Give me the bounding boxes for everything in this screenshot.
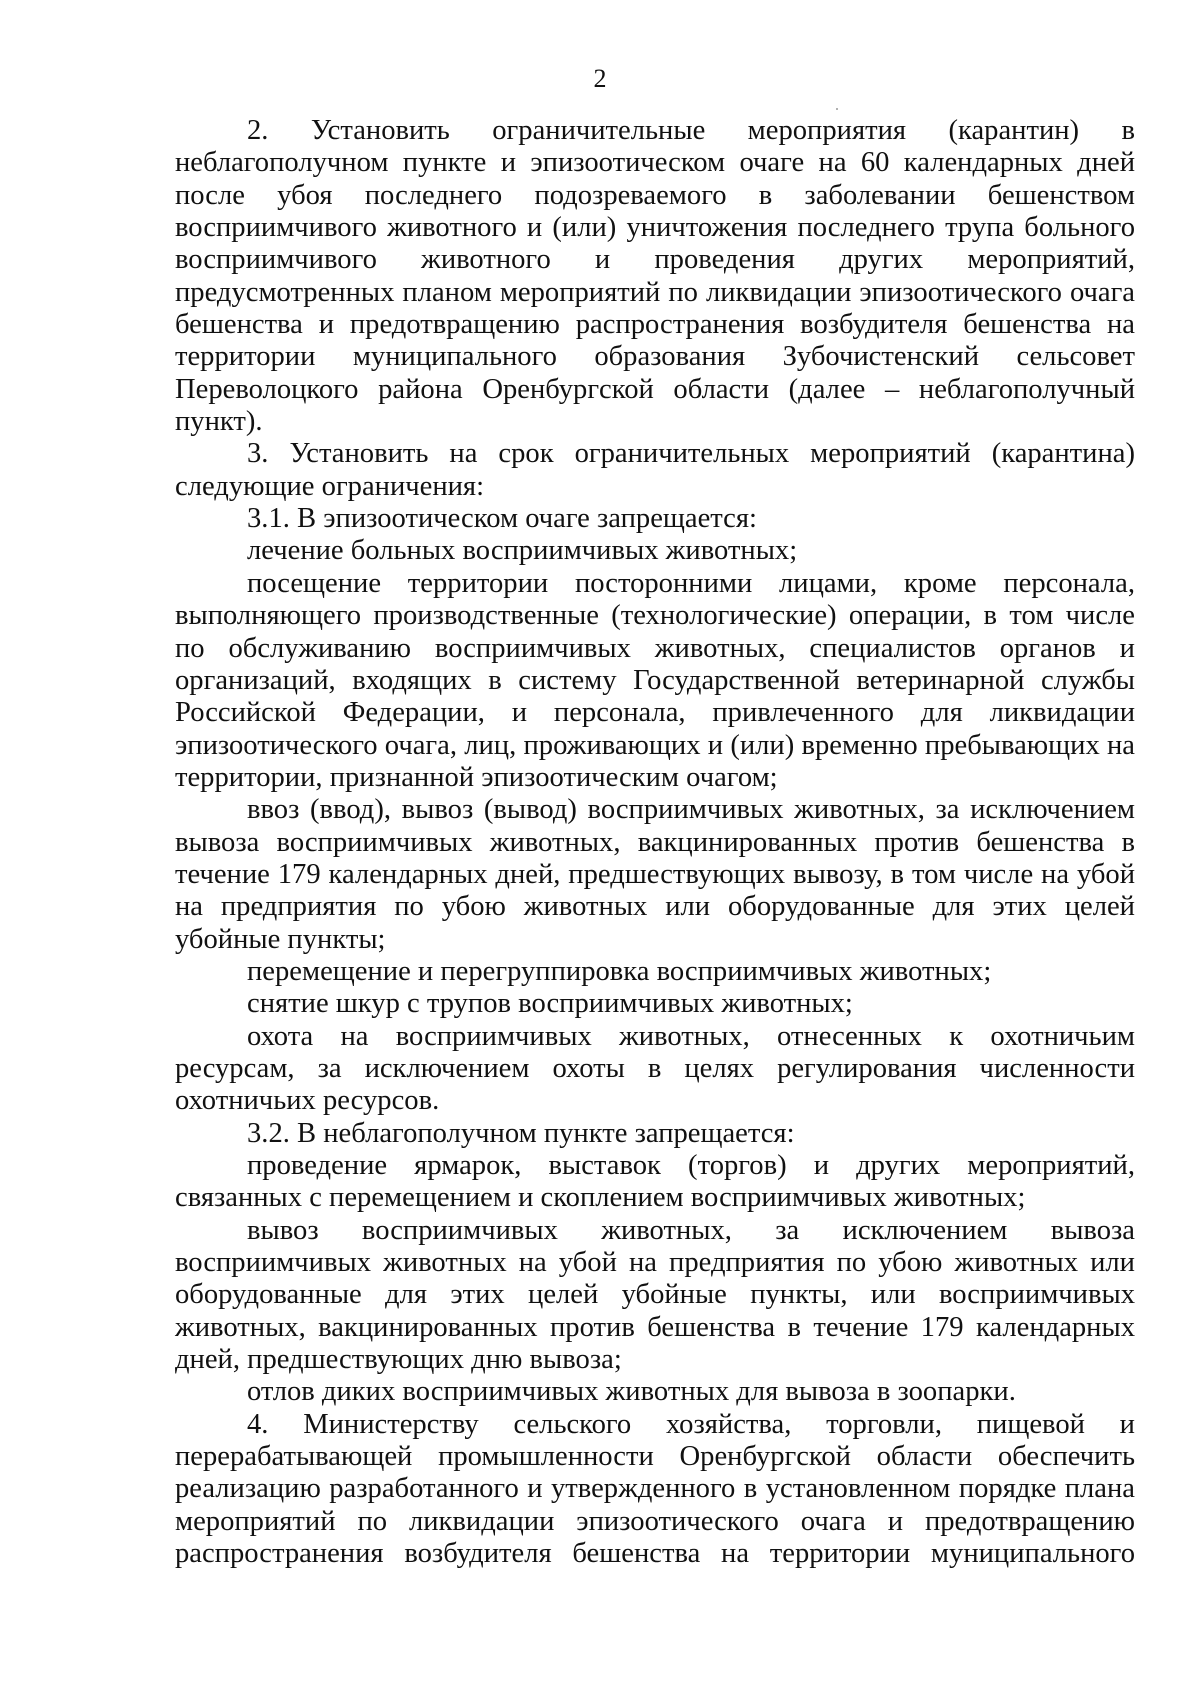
paragraph-visit-ban: посещение территории посторонними лицами, кроме персонала, выполняющего производственные (технологические) операции, в том числе по обслуживанию восприимчивых животных, специалистов органов и организаций, входящих в систему Государственной ветеринарной службы Российской Федерации, и персонала, привлеченного для ликвидации эпизоотического очага, лиц, проживающих и (или) временно пребывающих на территории, признанной эпизоотическим очагом;: [175, 567, 1135, 793]
paragraph-item-3-1: 3.1. В эпизоотическом очаге запрещается:: [247, 503, 757, 535]
paragraph-hunting-ban: охота на восприимчивых животных, отнесенных к охотничьим ресурсам, за исключением охоты в целях регулирования численности охотничьих ресурсов.: [175, 1020, 1135, 1117]
paragraph-removal-ban: вывоз восприимчивых животных, за исключением вывоза восприимчивых животных на убой на предприятия по убою животных или оборудованные для этих целей убойные пункты, или восприимчивых животных, вакцинированных против бешенства в течение 179 календарных дней, предшествующих дню вывоза;: [175, 1214, 1135, 1376]
paragraph-item-3: 3. Установить на срок ограничительных мероприятий (карантина) следующие ограничения:: [175, 438, 1135, 502]
paragraph-item-4: 4. Министерству сельского хозяйства, торговли, пищевой и перерабатывающей промышленности Оренбургской области обеспечить реализацию разработанного и утвержденного в установленном порядке плана мероприятий по ликвидации эпизоотического очага и предотвращению распространения возбудителя бешенства на территории муниципального: [175, 1408, 1135, 1570]
paragraph-item-3-2: 3.2. В неблагополучном пункте запрещается:: [247, 1117, 795, 1149]
scan-speck: [836, 108, 838, 110]
paragraph-import-export-ban: ввоз (ввод), вывоз (вывод) восприимчивых животных, за исключением вывоза восприимчивых животных, вакцинированных против бешенства в течение 179 календарных дней, предшествующих вывозу, в том числе на убой на предприятия по убою животных или оборудованные для этих целей убойные пункты;: [175, 794, 1135, 955]
paragraph-item-2: 2. Установить ограничительные мероприятия (карантин) в неблагополучном пункте и эпизоотическом очаге на 60 календарных дней после убоя последнего подозреваемого в заболевании бешенством восприимчивого животного и (или) уничтожения последнего трупа больного восприимчивого животного и проведения других мероприятий, предусмотренных планом мероприятий по ликвидации эпизоотического очага бешенства и предотвращению распространения возбудителя бешенства на территории муниципального образования Зубочистенский сельсовет Переволоцкого района Оренбургской области (далее – неблагополучный пункт).: [175, 115, 1135, 438]
paragraph-regrouping-ban: перемещение и перегруппировка восприимчивых животных;: [247, 955, 992, 987]
paragraph-treatment-ban: лечение больных восприимчивых животных;: [247, 535, 798, 567]
paragraph-capture-ban: отлов диких восприимчивых животных для вывоза в зоопарки.: [247, 1376, 1016, 1408]
document-body: [175, 115, 1135, 1570]
paragraph-skinning-ban: снятие шкур с трупов восприимчивых животных;: [247, 988, 853, 1020]
page-number: 2: [593, 64, 607, 93]
paragraph-fairs-ban: проведение ярмарок, выставок (торгов) и других мероприятий, связанных с перемещением и скоплением восприимчивых животных;: [175, 1150, 1135, 1214]
